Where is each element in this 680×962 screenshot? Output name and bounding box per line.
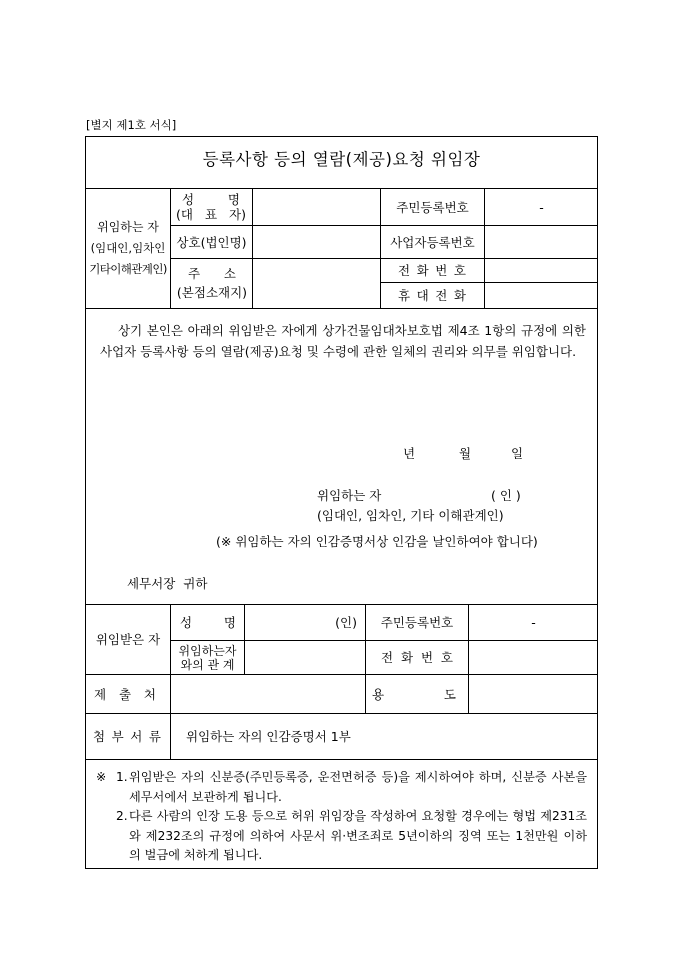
attachments-label: 첨 부 서 류	[93, 729, 161, 744]
form-title: 등록사항 등의 열람(제공)요청 위임장	[202, 150, 481, 169]
delegation-statement: 상기 본인은 아래의 위임받은 자에게 상가건물임대차보호법 제4조 1항의 규정에 의한 사업자 등록사항 등의 열람(제공)요청 및 수령에 관한 일체의 권리와 의무를 위임합니다.	[100, 323, 586, 359]
delegator-phone-field[interactable]	[485, 259, 598, 282]
delegatee-relation-field[interactable]	[245, 641, 365, 674]
note-1-text: 위임받은 자의 신분증(주민등록증, 운전면허증 등)을 제시하여야 하며, 신분증 사본을 세무서에서 보관하게 됩니다.	[129, 770, 587, 804]
signer-seal: ( 인 )	[491, 488, 521, 503]
delegator-address-field[interactable]	[253, 259, 380, 308]
form-label: [별지 제1호 서식]	[86, 118, 177, 132]
delegator-phone-label: 전 화 번 호	[398, 263, 466, 278]
delegatee-resident-no-label: 주민등록번호	[380, 615, 454, 630]
delegatee-name-label: 성 명	[180, 615, 236, 630]
delegator-resident-no-label: 주민등록번호	[396, 199, 469, 215]
seal-note: (※ 위임하는 자의 인감증명서상 인감을 날인하여야 합니다)	[216, 534, 538, 549]
delegator-row-title: 위임하는 자 (임대인,임차인 기타이해관계인)	[89, 219, 167, 276]
delegatee-phone-field[interactable]	[469, 641, 598, 674]
note-2-text: 다른 사람의 인장 도용 등으로 허위 위임장을 작성하여 요청할 경우에는 형법 제231조와 제232조의 규정에 의하여 사문서 위·변조죄로 5년이하의 징역 또는 1천만원 이하의 벌금에 처하게 됩니다.	[129, 809, 587, 862]
purpose-label: 용 도	[372, 686, 456, 702]
delegatee-row-title: 위임받은 자	[95, 632, 161, 647]
note-2-number: 2.	[116, 809, 128, 823]
date-day-label: 일	[511, 446, 524, 461]
delegatee-relation-label: 위임하는자 와의 관 계	[178, 643, 237, 672]
attachments-value: 위임하는 자의 인감증명서 1부	[186, 729, 351, 744]
delegator-company-field[interactable]	[253, 226, 380, 258]
signer-label: 위임하는 자	[317, 488, 382, 503]
purpose-field[interactable]	[469, 675, 598, 713]
delegator-name-field[interactable]	[253, 189, 380, 225]
submit-to-field[interactable]	[171, 675, 365, 713]
notes-mark: ※	[96, 770, 107, 784]
date-year-label: 년	[403, 446, 416, 461]
delegatee-resident-no-field[interactable]: -	[531, 615, 536, 630]
addressee: 세무서장 귀하	[127, 576, 208, 591]
delegator-mobile-label: 휴 대 전 화	[398, 288, 466, 303]
delegator-business-no-label: 사업자등록번호	[390, 234, 475, 250]
delegator-mobile-field[interactable]	[485, 283, 598, 308]
note-1-number: 1.	[116, 770, 128, 784]
delegator-company-label: 상호(법인명)	[176, 234, 247, 250]
date-month-label: 월	[459, 446, 472, 461]
delegatee-seal: (인)	[335, 615, 357, 630]
signer-sub-label: (임대인, 임차인, 기타 이해관계인)	[317, 508, 504, 523]
delegator-resident-no-field[interactable]: -	[539, 199, 544, 215]
delegator-business-no-field[interactable]	[485, 226, 598, 258]
delegatee-phone-label: 전 화 번 호	[381, 650, 453, 665]
delegator-address-label: 주 소 (본점소재지)	[176, 266, 248, 300]
submit-to-label: 제 출 처	[94, 686, 156, 702]
delegator-name-label: 성 명 (대 표 자)	[176, 192, 246, 222]
